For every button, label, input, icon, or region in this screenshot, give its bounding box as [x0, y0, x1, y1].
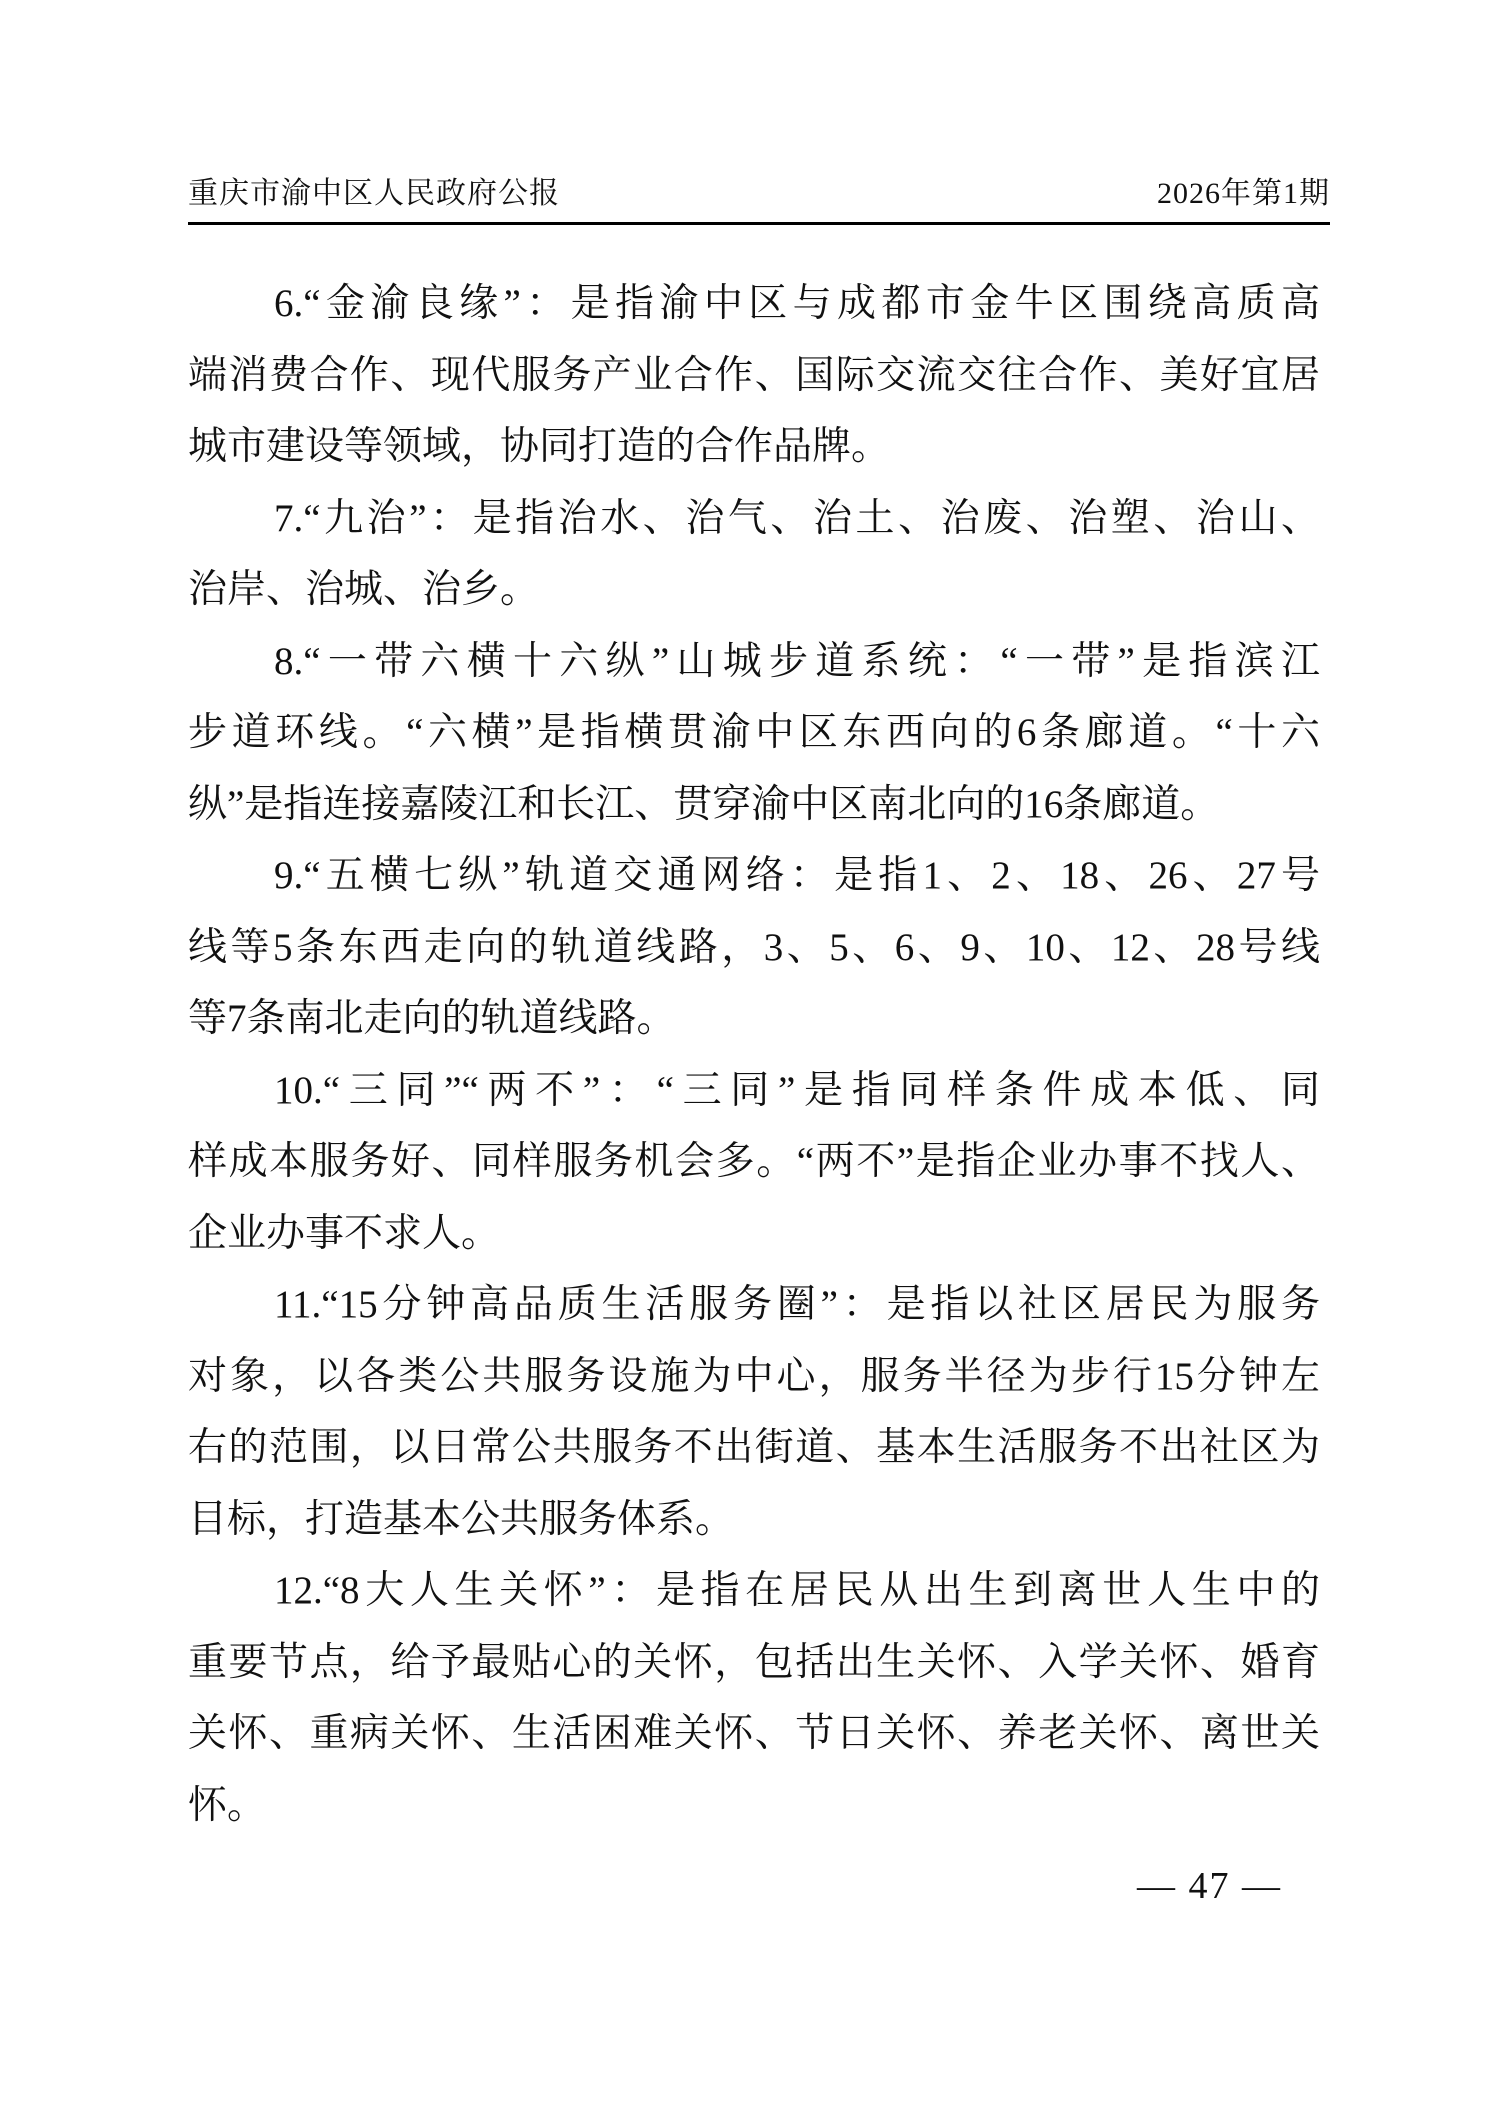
paragraph [188, 1269, 1320, 1555]
text-line: 9.“五横七纵”轨道交通网络：是指1、2、18、26、27号 [274, 854, 1320, 897]
text-line: 纵”是指连接嘉陵江和长江、贯穿渝中区南北向的16条廊道。 [188, 782, 1220, 826]
text-line: 治岸、治城、治乡。 [188, 568, 540, 611]
paragraph [188, 840, 1320, 1055]
issue-label: 2026年第1期 [1157, 177, 1330, 210]
text-line: 6.“金渝良缘”：是指渝中区与成都市金牛区围绕高质高 [274, 282, 1320, 325]
paragraph [188, 626, 1320, 841]
text-line: 右的范围，以日常公共服务不出街道、基本生活服务不出社区为 [188, 1426, 1320, 1469]
page-header [188, 176, 1330, 225]
text-line: 线等5条东西走向的轨道线路，3、5、6、9、10、12、28号线 [188, 925, 1320, 969]
text-line: 7.“九治”：是指治水、治气、治土、治废、治塑、治山、 [274, 496, 1320, 540]
text-line: 城市建设等领域，协同打造的合作品牌。 [188, 425, 891, 468]
paragraph [188, 1055, 1320, 1270]
document-body [188, 268, 1320, 1841]
text-line: 重要节点，给予最贴心的关怀，包括出生关怀、入学关怀、婚育 [188, 1640, 1320, 1684]
text-line: 12.“8大人生关怀”：是指在居民从出生到离世人生中的 [274, 1569, 1320, 1612]
publication-title: 重庆市渝中区人民政府公报 [188, 177, 560, 210]
text-line: 步道环线。“六横”是指横贯渝中区东西向的6条廊道。“十六 [188, 711, 1320, 754]
text-line: 怀。 [188, 1783, 267, 1827]
text-line: 8.“一带六横十六纵”山城步道系统：“一带”是指滨江 [274, 639, 1320, 683]
text-line: 目标，打造基本公共服务体系。 [188, 1497, 735, 1541]
paragraph [188, 1555, 1320, 1841]
paragraph [188, 268, 1320, 483]
text-line: 11.“15分钟高品质生活服务圈”：是指以社区居民为服务 [274, 1283, 1320, 1326]
page-number: — 47 — [1137, 1865, 1282, 1907]
text-line: 10.“三同”“两不”：“三同”是指同样条件成本低、同 [274, 1068, 1320, 1112]
text-line: 企业办事不求人。 [188, 1211, 501, 1255]
text-line: 样成本服务好、同样服务机会多。“两不”是指企业办事不找人、 [188, 1140, 1320, 1183]
text-line: 关怀、重病关怀、生活困难关怀、节日关怀、养老关怀、离世关 [188, 1712, 1320, 1755]
text-line: 端消费合作、现代服务产业合作、国际交流交往合作、美好宜居 [188, 353, 1320, 397]
text-line: 对象，以各类公共服务设施为中心，服务半径为步行15分钟左 [188, 1354, 1320, 1398]
text-line: 等7条南北走向的轨道线路。 [188, 997, 676, 1040]
paragraph [188, 483, 1320, 626]
